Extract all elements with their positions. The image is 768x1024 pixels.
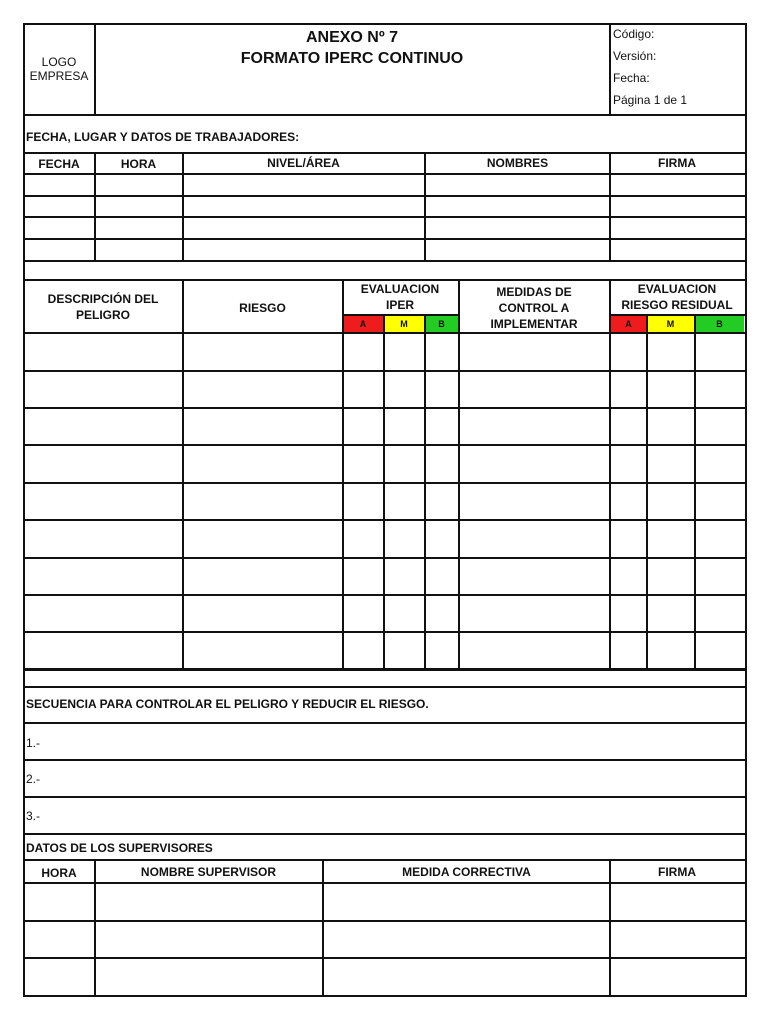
grid-line-h xyxy=(23,195,745,197)
residual-level-m: M xyxy=(647,315,694,332)
grid-line-h xyxy=(342,314,458,316)
sup-col-header-nombre: NOMBRE SUPERVISOR xyxy=(140,865,277,879)
grid-line-v xyxy=(342,279,344,669)
page-number: Página 1 de 1 xyxy=(613,93,688,107)
grid-line-h xyxy=(23,594,745,596)
grid-line-h xyxy=(23,23,747,25)
grid-line-v xyxy=(609,279,611,669)
grid-line-h xyxy=(23,238,745,240)
iper-level-a: A xyxy=(343,315,383,332)
iper-level-b: B xyxy=(425,315,458,332)
grid-line-h xyxy=(23,759,745,761)
grid-line-h xyxy=(23,668,745,671)
grid-line-h xyxy=(23,152,745,154)
sup-col-header-hora: HORA xyxy=(41,866,77,880)
sequence-item-2: 2.- xyxy=(26,772,41,786)
col-header-medidas-l1: MEDIDAS DE xyxy=(496,285,572,299)
grid-line-h xyxy=(23,519,745,521)
grid-line-h xyxy=(23,482,745,484)
logo-text-1: LOGO xyxy=(41,55,77,69)
grid-line-v xyxy=(609,152,611,260)
grid-line-v xyxy=(182,152,184,260)
grid-line-v xyxy=(94,152,96,260)
grid-line-h xyxy=(23,407,745,409)
col-header-residual-l2: RIESGO RESIDUAL xyxy=(621,298,733,312)
grid-line-h xyxy=(23,957,745,959)
col-header-nivel-area: NIVEL/ÁREA xyxy=(267,156,340,170)
grid-line-h xyxy=(23,173,745,175)
sequence-item-1: 1.- xyxy=(26,736,41,750)
grid-line-v xyxy=(609,859,611,995)
supervisors-section-title: DATOS DE LOS SUPERVISORES xyxy=(26,841,213,855)
grid-line-h xyxy=(23,216,745,218)
sup-col-header-medida: MEDIDA CORRECTIVA xyxy=(402,865,531,879)
col-header-descripcion-l1: DESCRIPCIÓN DEL xyxy=(47,292,159,306)
codigo-field: Código: xyxy=(613,27,655,41)
document-subtitle: FORMATO IPERC CONTINUO xyxy=(240,50,464,67)
grid-line-h xyxy=(23,686,745,688)
grid-line-v xyxy=(94,25,96,114)
grid-line-v xyxy=(694,314,696,669)
grid-line-v xyxy=(424,152,426,260)
grid-line-v xyxy=(23,23,25,997)
grid-line-h xyxy=(23,796,745,798)
iper-level-m: M xyxy=(384,315,424,332)
grid-line-h xyxy=(23,995,747,997)
fecha-field: Fecha: xyxy=(613,71,650,85)
col-header-fecha: FECHA xyxy=(38,157,80,171)
col-header-evaluacion-l2: IPER xyxy=(385,298,414,312)
grid-line-h xyxy=(23,444,745,446)
version-field: Versión: xyxy=(613,49,657,63)
grid-line-v xyxy=(182,279,184,669)
grid-line-h xyxy=(23,260,745,262)
grid-line-h xyxy=(23,279,745,281)
col-header-firma: FIRMA xyxy=(658,156,696,170)
grid-line-v xyxy=(646,314,648,669)
grid-line-h xyxy=(23,882,745,884)
grid-line-h xyxy=(23,722,745,724)
grid-line-v xyxy=(458,279,460,669)
col-header-nombres: NOMBRES xyxy=(486,156,549,170)
logo-text-2: EMPRESA xyxy=(29,69,89,83)
grid-line-h xyxy=(23,859,745,861)
col-header-descripcion-l2: PELIGRO xyxy=(75,308,130,322)
col-header-medidas-l2: CONTROL A xyxy=(498,301,570,315)
grid-line-v xyxy=(94,859,96,995)
col-header-hora: HORA xyxy=(120,157,157,171)
grid-line-h xyxy=(23,557,745,559)
grid-line-h xyxy=(23,114,745,116)
residual-level-b: B xyxy=(695,315,744,332)
grid-line-h xyxy=(23,332,745,334)
company-logo xyxy=(24,25,94,114)
sup-col-header-firma: FIRMA xyxy=(658,865,696,879)
grid-line-v xyxy=(383,314,385,669)
col-header-evaluacion-l1: EVALUACION xyxy=(360,282,440,296)
grid-line-v xyxy=(322,859,324,995)
residual-level-a: A xyxy=(611,315,646,332)
grid-line-h xyxy=(23,833,745,835)
grid-line-h xyxy=(23,370,745,372)
document-title: ANEXO Nº 7 xyxy=(305,29,399,46)
grid-line-h xyxy=(609,314,745,316)
sequence-item-3: 3.- xyxy=(26,809,41,823)
grid-line-v xyxy=(745,23,747,997)
workers-section-title: FECHA, LUGAR Y DATOS DE TRABAJADORES: xyxy=(26,130,300,144)
grid-line-v xyxy=(424,314,426,669)
col-header-riesgo: RIESGO xyxy=(239,301,286,315)
sequence-section-title: SECUENCIA PARA CONTROLAR EL PELIGRO Y REDUCIR EL RIESGO. xyxy=(26,697,429,711)
col-header-residual-l1: EVALUACION xyxy=(637,282,717,296)
grid-line-h xyxy=(23,631,745,633)
grid-line-h xyxy=(23,920,745,922)
grid-line-v xyxy=(609,25,611,114)
col-header-medidas-l3: IMPLEMENTAR xyxy=(490,317,578,331)
